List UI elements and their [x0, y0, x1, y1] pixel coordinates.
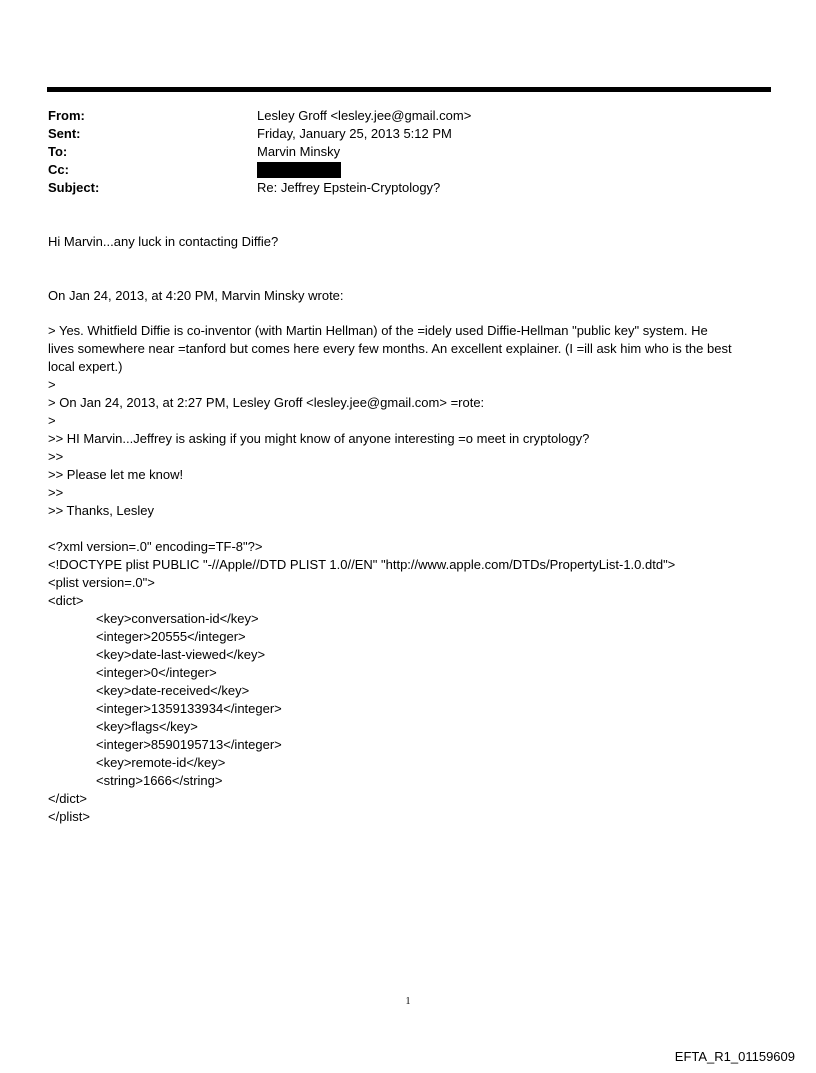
quote-line: lives somewhere near =tanford but comes here every few months. An excellent explainer. (I =ill ask him who is the best	[48, 341, 732, 356]
plist-line: <plist version=.0">	[48, 575, 155, 590]
nested-quote-line: >> Thanks, Lesley	[48, 503, 154, 518]
nested-quote-line: >> HI Marvin...Jeffrey is asking if you might know of anyone interesting =o meet in cryptology?	[48, 431, 590, 446]
plist-line: <key>date-last-viewed</key>	[96, 647, 266, 662]
plist-line: <dict>	[48, 593, 84, 608]
quote-line: local expert.)	[48, 359, 123, 374]
plist-line: </dict>	[48, 791, 88, 806]
subject-value: Re: Jeffrey Epstein-Cryptology?	[257, 180, 441, 195]
attribution-line: On Jan 24, 2013, at 4:20 PM, Marvin Minsky wrote:	[48, 288, 344, 303]
plist-line: <key>conversation-id</key>	[96, 611, 259, 626]
sent-label: Sent:	[48, 126, 81, 141]
nested-quote-line: >>	[48, 449, 64, 464]
to-label: To:	[48, 144, 68, 159]
plist-line: <integer>8590195713</integer>	[96, 737, 282, 752]
plist-line: <integer>1359133934</integer>	[96, 701, 282, 716]
from-label: From:	[48, 108, 85, 123]
plist-line: <!DOCTYPE plist PUBLIC "-//Apple//DTD PLIST 1.0//EN" "http://www.apple.com/DTDs/PropertyList-1.0.dtd">	[48, 557, 676, 572]
plist-line: <key>flags</key>	[96, 719, 198, 734]
plist-line: <integer>20555</integer>	[96, 629, 246, 644]
from-value: Lesley Groff <lesley.jee@gmail.com>	[257, 108, 472, 123]
quote-line: >	[48, 413, 56, 428]
greeting-line: Hi Marvin...any luck in contacting Diffie?	[48, 234, 279, 249]
quote-line: > On Jan 24, 2013, at 2:27 PM, Lesley Groff <lesley.jee@gmail.com> =rote:	[48, 395, 485, 410]
plist-line: <key>date-received</key>	[96, 683, 250, 698]
plist-line: <key>remote-id</key>	[96, 755, 226, 770]
nested-quote-line: >> Please let me know!	[48, 467, 184, 482]
plist-line: <integer>0</integer>	[96, 665, 217, 680]
quote-line: >	[48, 377, 56, 392]
quote-line: > Yes. Whitfield Diffie is co-inventor (with Martin Hellman) of the =idely used Diffie-Hellman "public key" system. He	[48, 323, 708, 338]
to-value: Marvin Minsky	[257, 144, 341, 159]
plist-line: <string>1666</string>	[96, 773, 223, 788]
subject-label: Subject:	[48, 180, 100, 195]
cc-redaction	[257, 162, 341, 178]
plist-line: <?xml version=.0" encoding=TF-8"?>	[48, 539, 263, 554]
cc-label: Cc:	[48, 162, 69, 177]
plist-line: </plist>	[48, 809, 90, 824]
page-number: 1	[405, 996, 411, 1007]
nested-quote-line: >>	[48, 485, 64, 500]
bates-number: EFTA_R1_01159609	[674, 1049, 795, 1064]
header-rule	[47, 87, 771, 92]
sent-value: Friday, January 25, 2013 5:12 PM	[257, 126, 452, 141]
